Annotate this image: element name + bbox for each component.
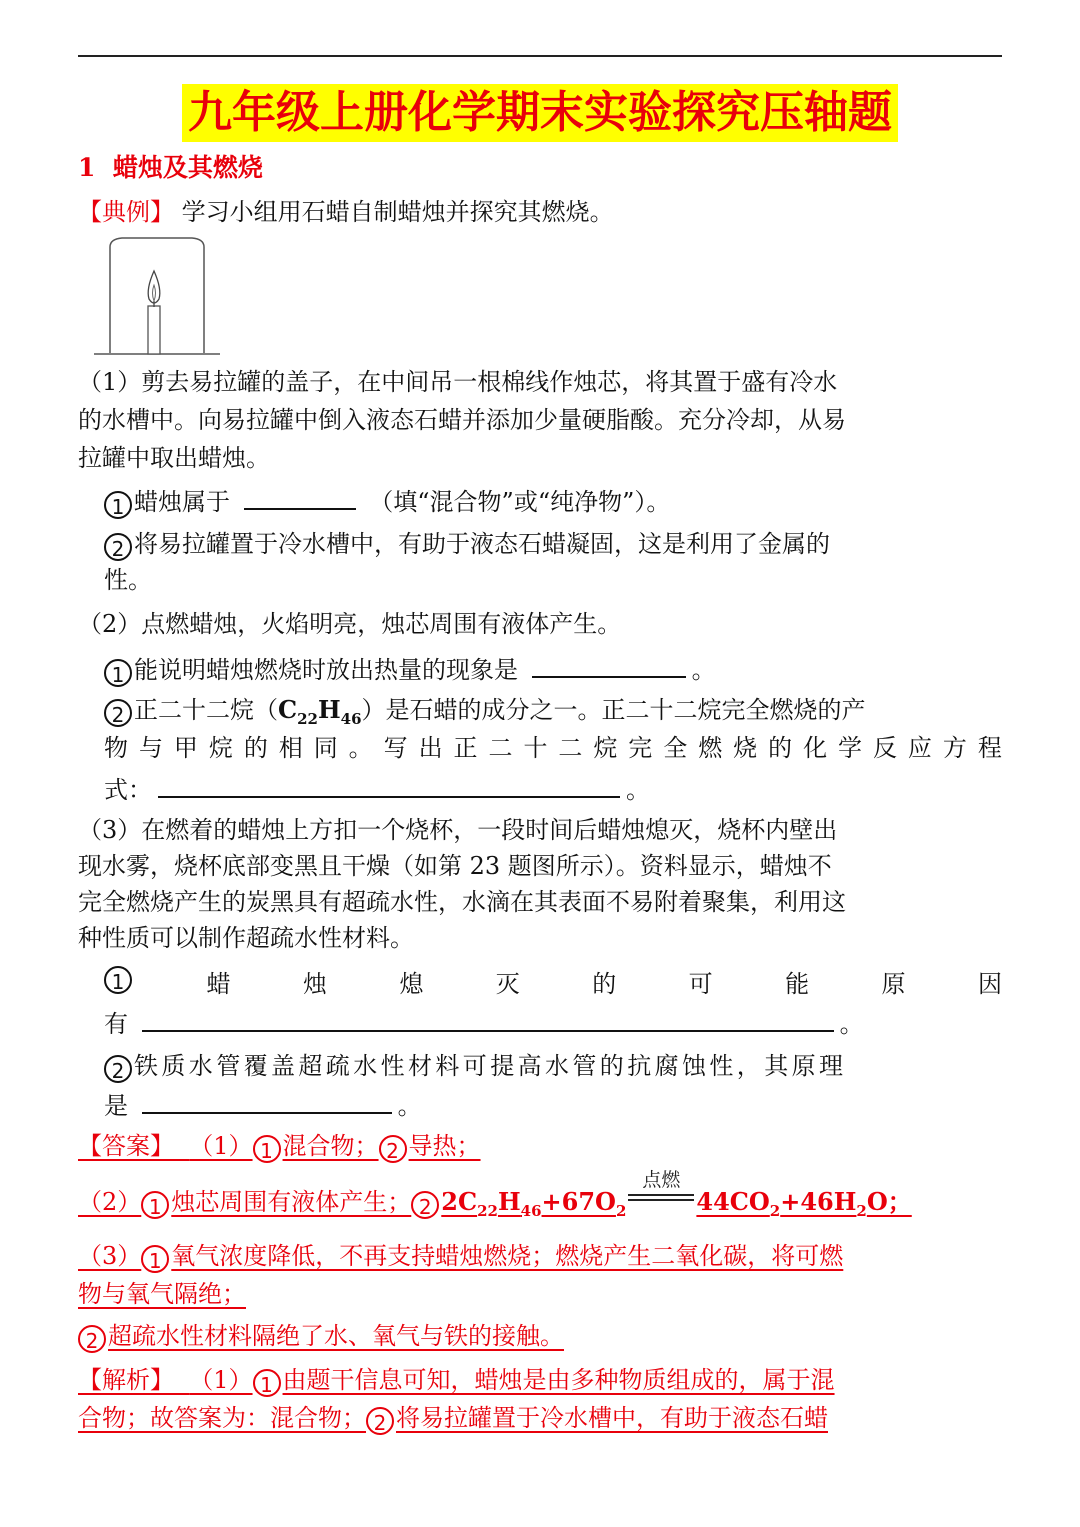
example-tag: 【典例】 xyxy=(78,198,174,226)
char: 。 xyxy=(348,734,373,762)
q1-line-3: 拉罐中取出蜡烛。 xyxy=(78,444,270,472)
char: 烛 xyxy=(302,970,327,998)
answer-line-1 xyxy=(78,1128,1002,1164)
eq-part: +67O xyxy=(541,1187,616,1216)
circled-number-1: 1 xyxy=(253,1369,281,1397)
formula-c-sub: 22 xyxy=(297,709,318,728)
eq-part: +46H xyxy=(780,1187,857,1216)
char: 与 xyxy=(138,734,163,762)
q2-sub2-line2 xyxy=(104,730,1002,766)
eq-sub: 46 xyxy=(520,1201,542,1220)
condition-label: 点燃 xyxy=(642,1169,681,1191)
char: 物 xyxy=(104,734,128,762)
circled-number-2: 2 xyxy=(104,533,132,561)
q1-sub1-hint: （填“混合物”或“纯净物”）。 xyxy=(369,488,671,516)
circled-number-2: 2 xyxy=(379,1135,407,1163)
equals-line xyxy=(628,1199,694,1201)
q1-sub1-text: 蜡烛属于 xyxy=(134,488,230,516)
eq-sub: 2 xyxy=(769,1201,781,1220)
reaction-condition xyxy=(626,1169,696,1210)
eq-part: 2C xyxy=(441,1187,478,1216)
analysis-line-2 xyxy=(78,1400,1002,1436)
answer-part: 烛芯周围有液体产生； xyxy=(171,1188,412,1216)
char: 十 xyxy=(523,734,548,762)
answer-line-5 xyxy=(78,1318,1002,1354)
formula-h: H xyxy=(317,695,341,724)
q3-sub1-end: 。 xyxy=(839,1010,864,1038)
char: 写 xyxy=(383,734,408,762)
char: 正 xyxy=(453,734,478,762)
char: 可 xyxy=(688,970,713,998)
char: 反 xyxy=(872,734,897,762)
circled-number-1: 1 xyxy=(104,966,132,994)
circled-number-2: 2 xyxy=(104,1055,132,1083)
char: 完 xyxy=(628,734,653,762)
q3-sub-2 xyxy=(104,1048,1002,1084)
q3-sub2-text: 铁质水管覆盖超疏水性材料可提高水管的抗腐蚀性，其原理 xyxy=(134,1052,847,1080)
analysis-part: 将易拉罐置于冷水槽中，有助于液态石蜡 xyxy=(396,1404,828,1432)
answer-blank[interactable] xyxy=(158,770,620,798)
char: 二 xyxy=(558,734,583,762)
eq-sub: 2 xyxy=(615,1201,627,1220)
answer-part: （1） xyxy=(189,1132,253,1160)
answer-part: 导热； xyxy=(408,1132,481,1160)
q1-sub2-text: 将易拉罐置于冷水槽中，有助于液态石蜡凝固，这是利用了金属的 xyxy=(134,530,830,558)
char: 同 xyxy=(313,734,338,762)
q2-sub2-text-b: ）是石蜡的成分之一。正二十二烷完全燃烧的产 xyxy=(361,696,866,724)
char: 相 xyxy=(278,734,303,762)
eq-part: O； xyxy=(866,1187,912,1216)
analysis-part: 合物；故答案为：混合物； xyxy=(78,1404,366,1432)
char: 化 xyxy=(803,734,828,762)
char: 学 xyxy=(838,734,863,762)
page-title: 九年级上册化学期末实验探究压轴题 xyxy=(182,84,898,142)
section-number: 1 xyxy=(78,153,96,182)
answer-part: 氧气浓度降低，不再支持蜡烛燃烧；燃烧产生二氧化碳，将可燃 xyxy=(171,1242,844,1270)
answer-line-3 xyxy=(78,1238,1002,1274)
char: 的 xyxy=(592,970,617,998)
circled-number-1: 1 xyxy=(104,491,132,519)
eq-part: H xyxy=(497,1187,521,1216)
section-name: 蜡烛及其燃烧 xyxy=(112,153,263,182)
char: 熄 xyxy=(399,970,424,998)
char: 蜡 xyxy=(206,970,231,998)
q3-line-2: 现水雾，烧杯底部变黑且干燥（如第 23 题图所示）。资料显示，蜡烛不 xyxy=(78,852,832,880)
equation-products xyxy=(696,1187,912,1220)
analysis-tag: 【解析】 xyxy=(78,1366,174,1394)
analysis-part: 由题干信息可知，蜡烛是由多种物质组成的，属于混 xyxy=(282,1366,835,1394)
char: 烷 xyxy=(208,734,233,762)
char: 应 xyxy=(907,734,932,762)
q2-sub2-line3-text: 式： xyxy=(104,776,152,804)
q2-sub-2 xyxy=(104,692,1002,728)
q3-sub2-end: 。 xyxy=(397,1092,422,1120)
q1-sub-2 xyxy=(104,526,1002,562)
formula-c: C xyxy=(278,695,298,724)
eq-part: 44CO xyxy=(696,1187,770,1216)
answer-part: 混合物； xyxy=(282,1132,379,1160)
q2-sub2-text-a: 正二十二烷（ xyxy=(134,696,278,724)
char: 燃 xyxy=(698,734,723,762)
q2-sub1-text: 能说明蜡烛燃烧时放出热量的现象是 xyxy=(134,656,518,684)
char: 全 xyxy=(663,734,688,762)
char: 方 xyxy=(942,734,967,762)
q2-sub2-line3 xyxy=(104,770,1002,808)
eq-sub: 2 xyxy=(856,1201,867,1220)
char: 烷 xyxy=(593,734,618,762)
circled-number-1: 1 xyxy=(253,1135,281,1163)
answer-part: 超疏水性材料隔绝了水、氧气与铁的接触。 xyxy=(108,1322,564,1350)
char: 能 xyxy=(785,970,810,998)
title-wrap xyxy=(0,84,1080,142)
char: 因 xyxy=(977,970,1002,998)
q3-line-3: 完全燃烧产生的炭黑具有超疏水性，水滴在其表面不易附着聚集，利用这 xyxy=(78,888,846,916)
formula-h-sub: 46 xyxy=(340,709,362,728)
equation-reactants xyxy=(441,1187,627,1220)
circled-number-1: 1 xyxy=(141,1245,169,1273)
q1-line-2: 的水槽中。向易拉罐中倒入液态石蜡并添加少量硬脂酸。充分冷却，从易 xyxy=(78,406,846,434)
example-text: 学习小组用石蜡自制蜡烛并探究其燃烧。 xyxy=(181,198,614,226)
q3-sub-1 xyxy=(104,966,1002,1002)
q3-sub2-line2 xyxy=(104,1086,1002,1124)
char: 的 xyxy=(768,734,793,762)
char: 甲 xyxy=(173,734,198,762)
section-heading xyxy=(78,150,1002,186)
q2-sub-1 xyxy=(104,650,1002,688)
answer-tag: 【答案】 xyxy=(78,1132,174,1160)
analysis-line-1 xyxy=(78,1362,1002,1398)
circled-number-1: 1 xyxy=(141,1191,169,1219)
char: 烧 xyxy=(733,734,758,762)
answer-blank[interactable] xyxy=(532,650,686,678)
char: 灭 xyxy=(495,970,520,998)
answer-part: （3） xyxy=(78,1242,142,1270)
q3-sub2-line2-text: 是 xyxy=(104,1092,128,1120)
answer-blank[interactable] xyxy=(142,1086,392,1114)
circled-number-2: 2 xyxy=(78,1325,106,1353)
eq-sub: 22 xyxy=(477,1201,498,1220)
q2-sub2-end: 。 xyxy=(626,776,650,804)
q2-sub1-end: 。 xyxy=(691,656,716,684)
char: 出 xyxy=(418,734,443,762)
q1-sub-1 xyxy=(104,482,1002,520)
circled-number-2: 2 xyxy=(411,1191,439,1219)
answer-part: （2） xyxy=(78,1188,142,1216)
answer-line-4: 物与氧气隔绝； xyxy=(78,1280,246,1308)
q1-line-1: （1）剪去易拉罐的盖子，在中间吊一根棉线作烛芯，将其置于盛有冷水 xyxy=(78,368,838,396)
top-rule xyxy=(78,55,1002,57)
q3-sub1-line2 xyxy=(104,1004,1002,1042)
q3-line-1: （3）在燃着的蜡烛上方扣一个烧杯，一段时间后蜡烛熄灭，烧杯内壁出 xyxy=(78,816,838,844)
circled-number-1: 1 xyxy=(104,659,132,687)
answer-blank[interactable] xyxy=(244,482,356,510)
circled-number-2: 2 xyxy=(366,1407,394,1435)
q1-sub2-line2: 性。 xyxy=(104,566,152,594)
q3-sub1-line2-text: 有 xyxy=(104,1010,128,1038)
candle-under-beaker-figure xyxy=(92,233,222,359)
answer-line-2 xyxy=(78,1169,1002,1220)
char: 原 xyxy=(881,970,906,998)
equals-line xyxy=(628,1194,694,1196)
q3-line-4: 种性质可以制作超疏水性材料。 xyxy=(78,924,414,952)
answer-blank[interactable] xyxy=(142,1004,834,1032)
example-line xyxy=(78,194,1002,230)
char: 二 xyxy=(488,734,513,762)
q2-line: （2）点燃蜡烛，火焰明亮，烛芯周围有液体产生。 xyxy=(78,610,622,638)
analysis-part: （1） xyxy=(189,1366,253,1394)
circled-number-2: 2 xyxy=(104,699,132,727)
char: 程 xyxy=(977,734,1002,762)
char: 的 xyxy=(243,734,268,762)
